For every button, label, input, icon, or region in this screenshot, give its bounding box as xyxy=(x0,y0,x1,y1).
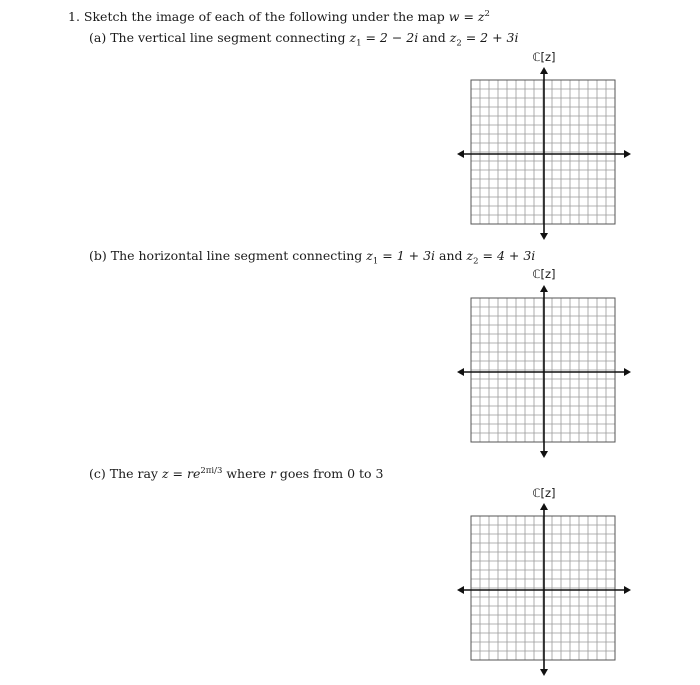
plane-label-b: ℂ[z] xyxy=(532,267,556,281)
complex-plane-grid-b[interactable] xyxy=(455,282,635,462)
part-b-z2-sub: 2 xyxy=(473,256,479,267)
imaginary-axis-arrow-up-icon xyxy=(540,67,548,74)
complex-plane-grid-a[interactable] xyxy=(455,64,635,244)
part-a-z2-value: = 2 + 3i xyxy=(461,30,519,45)
map-z: z xyxy=(477,9,485,24)
part-c-r: r xyxy=(269,466,276,481)
part-a-z2: z xyxy=(449,30,457,45)
real-axis-arrow-right-icon xyxy=(624,368,631,376)
imaginary-axis-arrow-up-icon xyxy=(540,285,548,292)
complex-plane-grid-c[interactable] xyxy=(455,500,635,680)
part-b-z1-value: = 1 + 3i xyxy=(378,248,436,263)
imaginary-axis-arrow-down-icon xyxy=(540,233,548,240)
part-b-z1-sub: 1 xyxy=(372,256,379,267)
real-axis-arrow-left-icon xyxy=(457,368,464,376)
part-a-z2-sub: 2 xyxy=(456,38,462,49)
part-c-tail: goes from 0 to 3 xyxy=(279,466,384,481)
part-c-tag: (c) xyxy=(89,466,106,481)
map-equals: = xyxy=(459,9,478,24)
part-b-z1: z xyxy=(366,248,373,263)
problem-statement xyxy=(68,9,490,25)
part-a-tag: (a) xyxy=(89,30,107,45)
map-w: w xyxy=(448,9,460,24)
part-b-z2: z xyxy=(466,248,474,263)
part-b-and: and xyxy=(439,248,463,263)
part-b-z2-value: = 4 + 3i xyxy=(478,248,536,263)
map-exponent: 2 xyxy=(484,8,490,19)
real-axis-arrow-left-icon xyxy=(457,586,464,594)
real-axis-arrow-right-icon xyxy=(624,586,631,594)
plane-label-c: ℂ[z] xyxy=(532,486,556,500)
part-c-text: The ray xyxy=(109,466,158,481)
imaginary-axis-arrow-down-icon xyxy=(540,669,548,676)
part-a xyxy=(89,30,519,49)
part-c-equation: z = re xyxy=(161,466,201,481)
real-axis-arrow-right-icon xyxy=(624,150,631,158)
part-a-and: and xyxy=(422,30,446,45)
problem-number: 1. xyxy=(68,9,80,24)
part-a-text: The vertical line segment connecting xyxy=(110,30,346,45)
imaginary-axis-arrow-down-icon xyxy=(540,451,548,458)
part-b-text: The horizontal line segment connecting xyxy=(110,248,363,263)
plane-label-a: ℂ[z] xyxy=(532,50,556,64)
part-c-where: where xyxy=(226,466,266,481)
real-axis-arrow-left-icon xyxy=(457,150,464,158)
part-c-exponent: 2πi/3 xyxy=(200,465,223,476)
part-a-z1: z xyxy=(349,30,357,45)
part-b xyxy=(89,248,536,267)
imaginary-axis-arrow-up-icon xyxy=(540,503,548,510)
part-a-z1-value: = 2 − 2i xyxy=(361,30,419,45)
part-b-tag: (b) xyxy=(89,248,107,263)
part-a-z1-sub: 1 xyxy=(356,38,362,49)
problem-intro: Sketch the image of each of the following under the map xyxy=(83,9,445,24)
part-c xyxy=(89,466,384,482)
